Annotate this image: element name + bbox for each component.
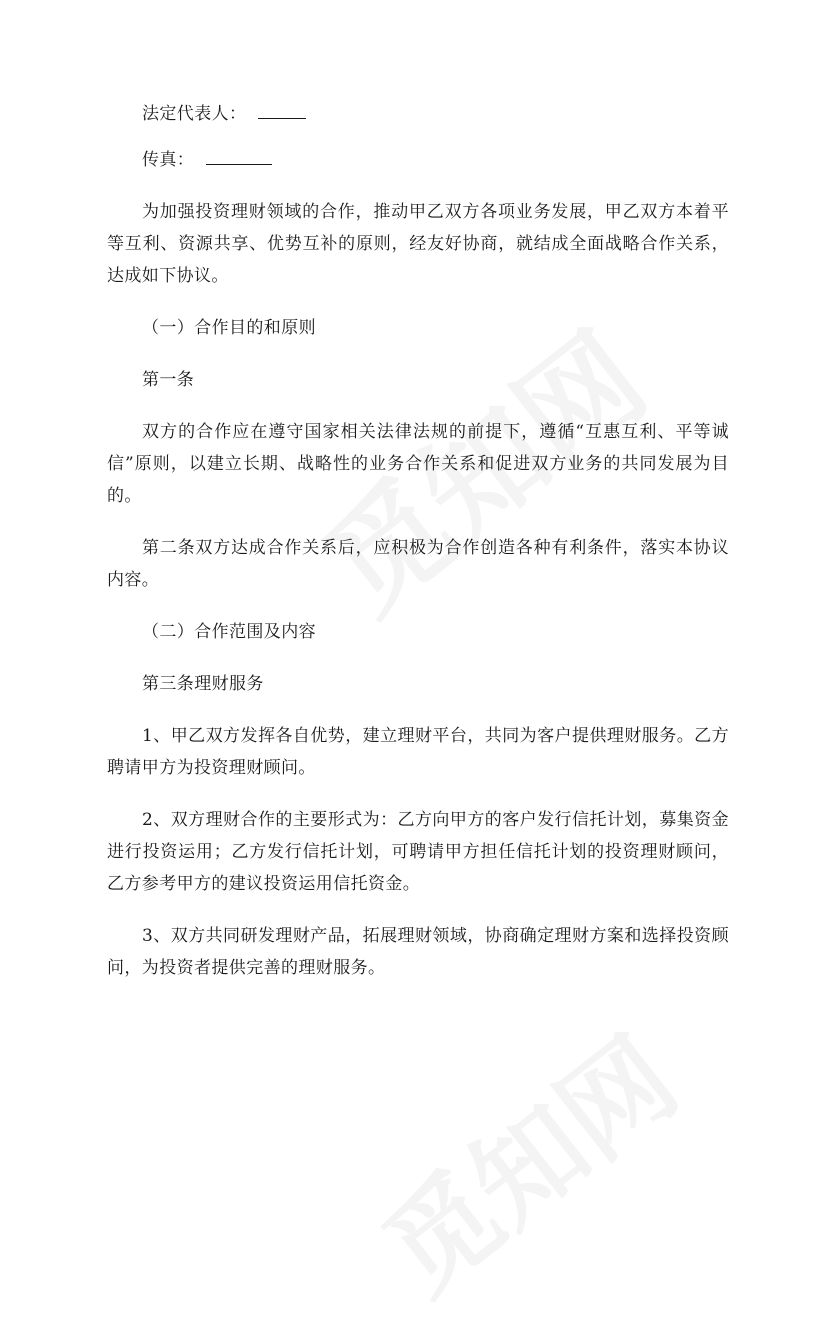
legal-representative-label: 法定代表人： (142, 104, 247, 124)
section-2-title: （二）合作范围及内容 (142, 622, 316, 642)
article-1-title: 第一条 (142, 370, 195, 390)
list-item-3: 3、双方共同研发理财产品，拓展理财领域，协商确定理财方案和选择投资顾问，为投资者提供完善的理财服务。 (107, 926, 729, 978)
fax-field (107, 144, 729, 176)
fax-blank (206, 146, 272, 165)
legal-representative-blank (258, 100, 306, 119)
list-item-1: 1、甲乙双方发挥各自优势，建立理财平台，共同为客户提供理财服务。乙方聘请甲方为投资理财顾问。 (107, 726, 729, 778)
list-item-2: 2、双方理财合作的主要形式为：乙方向甲方的客户发行信托计划，募集资金进行投资运用；乙方发行信托计划，可聘请甲方担任信托计划的投资理财顾问，乙方参考甲方的建议投资运用信托资金。 (107, 810, 729, 894)
document-body (107, 98, 729, 1004)
fax-label: 传真： (142, 150, 195, 170)
intro-paragraph: 为加强投资理财领域的合作，推动甲乙双方各项业务发展，甲乙双方本着平等互利、资源共享、优势互补的原则，经友好协商，就结成全面战略合作关系，达成如下协议。 (107, 202, 729, 286)
watermark (346, 995, 703, 1323)
section-1-title: （一）合作目的和原则 (142, 318, 316, 338)
article-3-title: 第三条理财服务 (142, 674, 264, 694)
legal-representative-field (107, 98, 729, 130)
article-2-paragraph: 第二条双方达成合作关系后，应积极为合作创造各种有利条件，落实本协议内容。 (107, 538, 729, 590)
article-1-body: 双方的合作应在遵守国家相关法律法规的前提下，遵循“互惠互利、平等诚信”原则，以建立长期、战略性的业务合作关系和促进双方业务的共同发展为目的。 (107, 422, 729, 506)
